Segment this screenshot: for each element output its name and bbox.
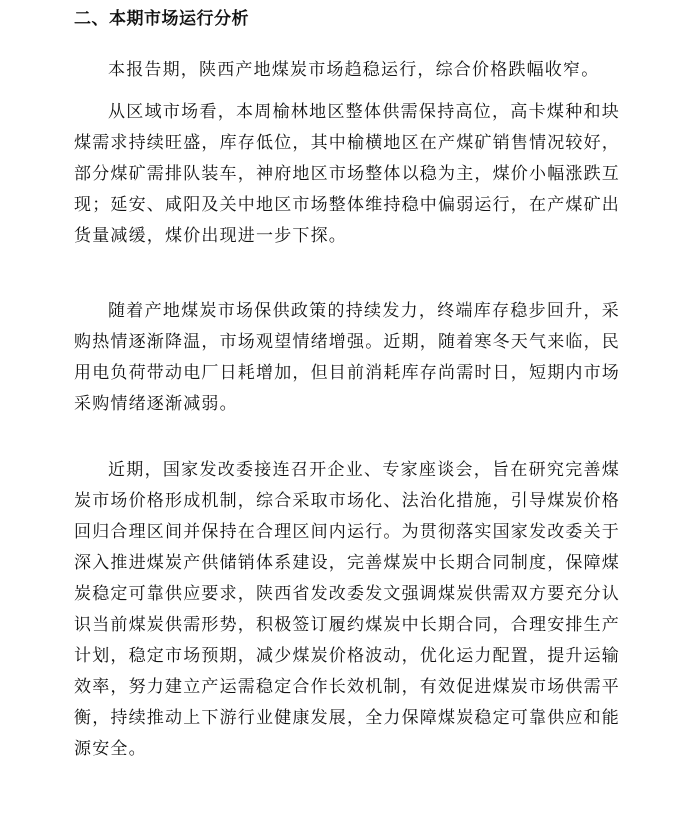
- section-heading: 二、本期市场运行分析: [74, 9, 249, 29]
- paragraph-price-mechanism: 近期，国家发改委接连召开企业、专家座谈会，旨在研究完善煤炭市场价格形成机制，综合采取市场化、法治化措施，引导煤炭价格回归合理区间并保持在合理区间内运行。为贯彻落实国家发改委关于深入推进煤炭产供储销体系建设，完善煤炭中长期合同制度，保障煤炭稳定可靠供应要求，陕西省发改委发文强调煤炭供需双方要充分认识当前煤炭供需形势，积极签订履约煤炭中长期合同，合理安排生产计划，稳定市场预期，减少煤炭价格波动，优化运力配置，提升运输效率，努力建立产运需稳定合作长效机制，有效促进煤炭市场供需平衡，持续推动上下游行业健康发展，全力保障煤炭稳定可靠供应和能源安全。: [74, 460, 620, 759]
- paragraph-regional-market: 从区域市场看，本周榆林地区整体供需保持高位，高卡煤种和块煤需求持续旺盛，库存低位，其中榆横地区在产煤矿销售情况较好，部分煤矿需排队装车，神府地区市场整体以稳为主，煤价小幅涨跌互现；延安、咸阳及关中地区市场整体维持稳中偏弱运行，在产煤矿出货量减缓，煤价出现进一步下探。: [74, 102, 620, 246]
- paragraph-supply-policy: 随着产地煤炭市场保供政策的持续发力，终端库存稳步回升，采购热情逐渐降温，市场观望情绪增强。近期，随着寒冬天气来临，民用电负荷带动电厂日耗增加，但目前消耗库存尚需时日，短期内市场采购情绪逐渐减弱。: [74, 301, 620, 414]
- paragraph-summary: 本报告期，陕西产地煤炭市场趋稳运行，综合价格跌幅收窄。: [108, 60, 600, 80]
